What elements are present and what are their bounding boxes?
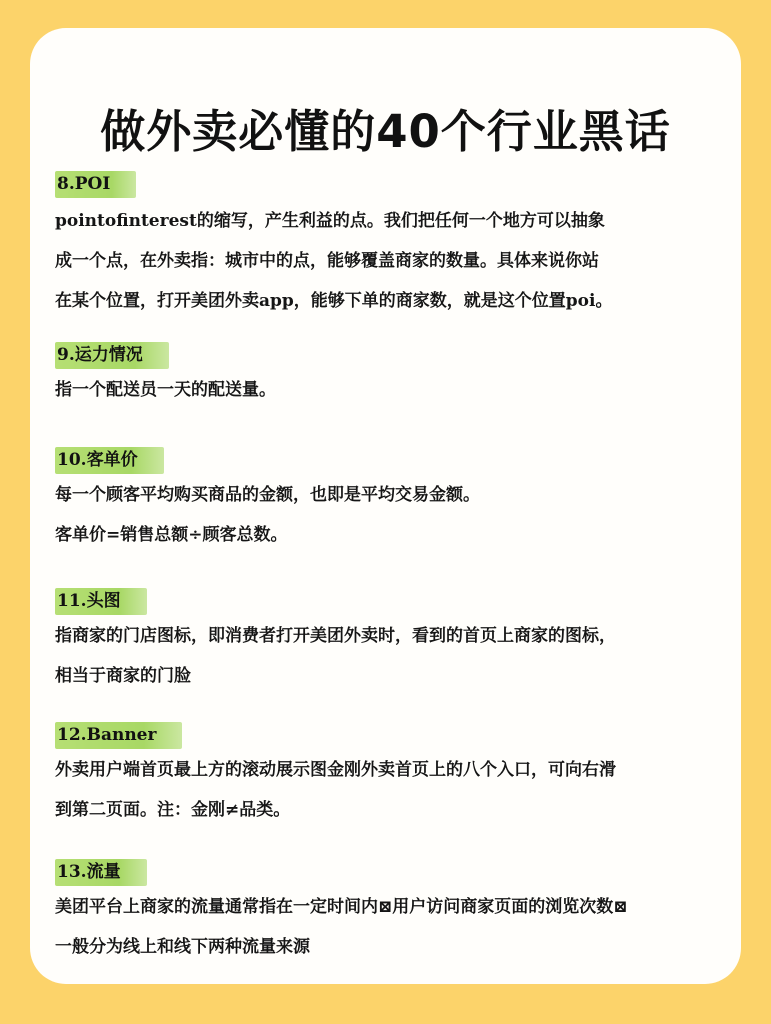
term-section (55, 855, 725, 967)
term-label (55, 167, 136, 199)
definition-line: 每一个顾客平均购买商品的金额，也即是平均交易金额。 (55, 485, 480, 505)
term-text: 13.流量 (57, 862, 121, 882)
term-text: 8.POI (57, 174, 111, 194)
term-section (55, 443, 725, 555)
term-text: 11.头图 (57, 591, 121, 611)
term-label (55, 584, 147, 616)
term-text: 12.Banner (57, 725, 157, 745)
term-section (55, 718, 725, 830)
term-section (55, 338, 725, 410)
term-label (55, 718, 182, 750)
term-section (55, 167, 725, 321)
definition-line: 指一个配送员一天的配送量。 (55, 380, 276, 400)
definition-line: 美团平台上商家的流量通常指在一定时间内⊠用户访问商家页面的浏览次数⊠ (55, 897, 628, 917)
definition-line: 成一个点，在外卖指：城市中的点，能够覆盖商家的数量。具体来说你站 (55, 251, 599, 271)
term-label (55, 443, 164, 475)
term-label (55, 855, 147, 887)
definition-line: 外卖用户端首页最上方的滚动展示图金刚外卖首页上的八个入口，可向右滑 (55, 760, 616, 780)
definition-line: 指商家的门店图标，即消费者打开美团外卖时，看到的首页上商家的图标， (55, 626, 616, 646)
definition-line: pointofinterest的缩写，产生利益的点。我们把任何一个地方可以抽象 (55, 211, 605, 231)
definition-line: 相当于商家的门脸 (55, 666, 191, 686)
term-section (55, 584, 725, 696)
definition-line: 客单价=销售总额÷顾客总数。 (55, 525, 288, 545)
term-text: 10.客单价 (57, 450, 138, 470)
definition-line: 一般分为线上和线下两种流量来源 (55, 937, 310, 957)
page-title: 做外卖必懂的40个行业黑话 (100, 105, 671, 158)
term-label (55, 338, 169, 370)
definition-line: 到第二页面。注：金刚≠品类。 (55, 800, 291, 820)
definition-line: 在某个位置，打开美团外卖app，能够下单的商家数，就是这个位置poi。 (55, 291, 613, 311)
term-text: 9.运力情况 (57, 345, 143, 365)
